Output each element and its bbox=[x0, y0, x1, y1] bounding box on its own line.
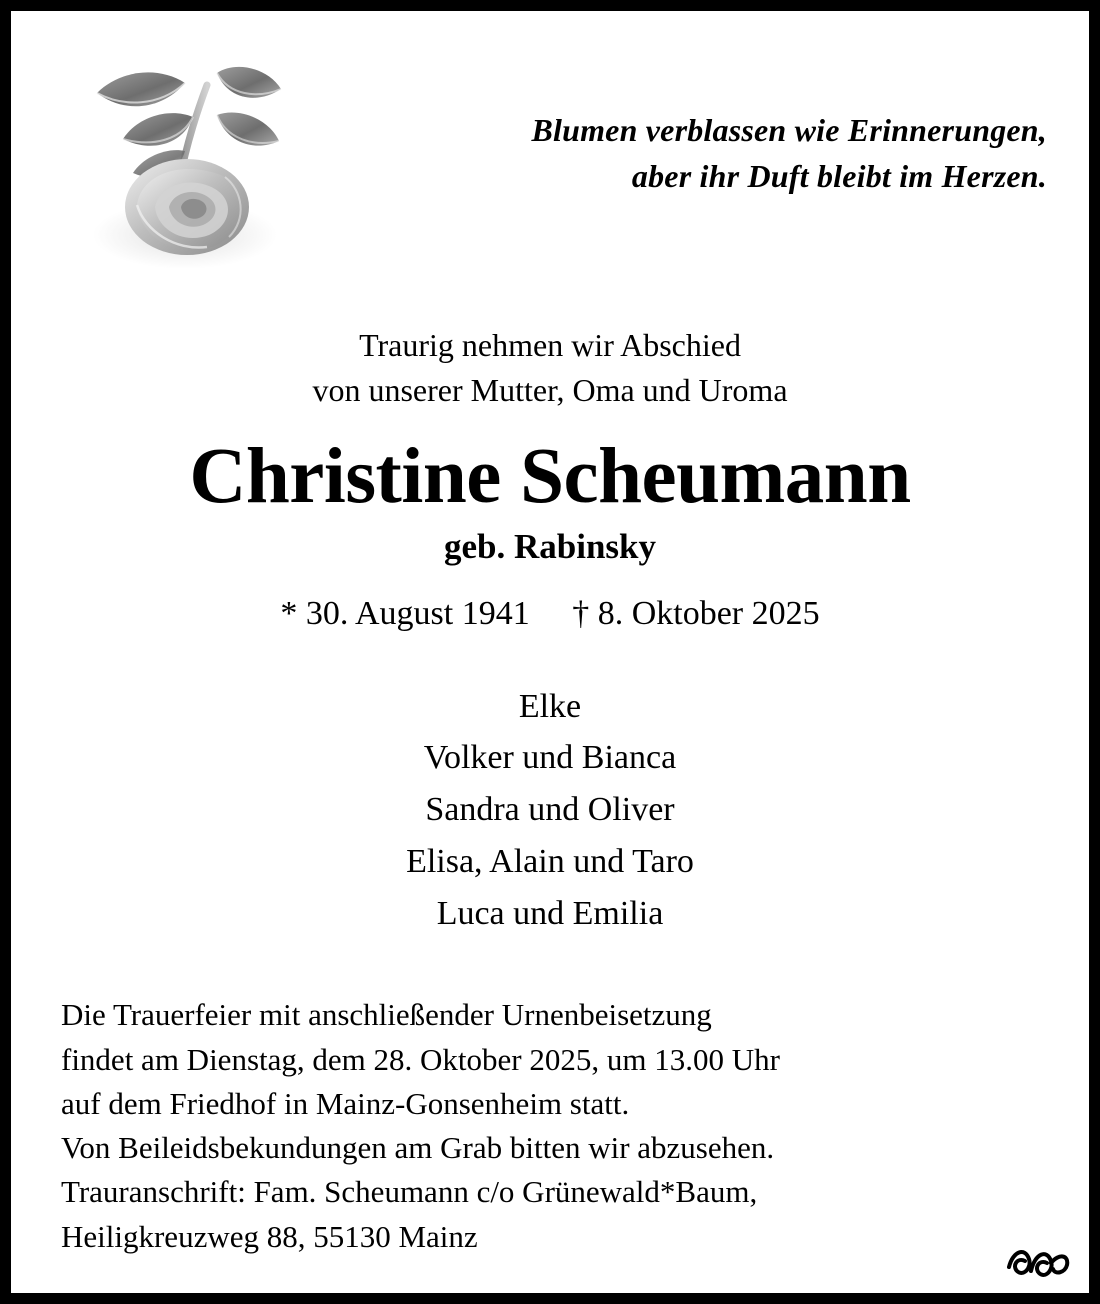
intro-line-2: von unserer Mutter, Oma und Uroma bbox=[312, 372, 788, 409]
funeral-details bbox=[61, 993, 1055, 1259]
intro-text bbox=[45, 323, 1055, 414]
deceased-dates: * 30. August 1941 † 8. Oktober 2025 bbox=[280, 594, 820, 632]
detail-line: Heiligkreuzweg 88, 55130 Mainz bbox=[61, 1218, 478, 1254]
motto-line-2: aber ihr Duft bleibt im Herzen. bbox=[631, 158, 1047, 195]
notice-inner bbox=[11, 11, 1089, 1293]
list-item: Volker und Bianca bbox=[423, 739, 677, 777]
detail-line: findet am Dienstag, dem 28. Oktober 2025, um 13.00 Uhr bbox=[61, 1041, 780, 1077]
list-item: Sandra und Oliver bbox=[425, 791, 675, 829]
list-item: Luca und Emilia bbox=[436, 894, 664, 932]
motto-line-1: Blumen verblassen wie Erinnerungen, bbox=[531, 112, 1047, 148]
deceased-maiden-name: geb. Rabinsky bbox=[443, 526, 657, 566]
deceased-name: Christine Scheumann bbox=[189, 432, 911, 520]
detail-line: Die Trauerfeier mit anschließender Urnenbeisetzung bbox=[61, 997, 712, 1033]
publisher-mark-icon bbox=[1003, 1237, 1073, 1289]
rose-icon bbox=[67, 55, 317, 270]
intro-line-1: Traurig nehmen wir Abschied bbox=[359, 327, 741, 363]
survivors-list bbox=[45, 681, 1055, 939]
detail-line: Von Beileidsbekundungen am Grab bitten wir abzusehen. bbox=[61, 1130, 775, 1166]
detail-line: Trauranschrift: Fam. Scheumann c/o Grünewald*Baum, bbox=[61, 1174, 758, 1210]
motto bbox=[367, 107, 1047, 200]
list-item: Elke bbox=[518, 687, 582, 725]
list-item: Elisa, Alain und Taro bbox=[406, 842, 694, 880]
notice-header bbox=[45, 33, 1055, 263]
detail-line: auf dem Friedhof in Mainz-Gonsenheim statt. bbox=[61, 1085, 630, 1121]
